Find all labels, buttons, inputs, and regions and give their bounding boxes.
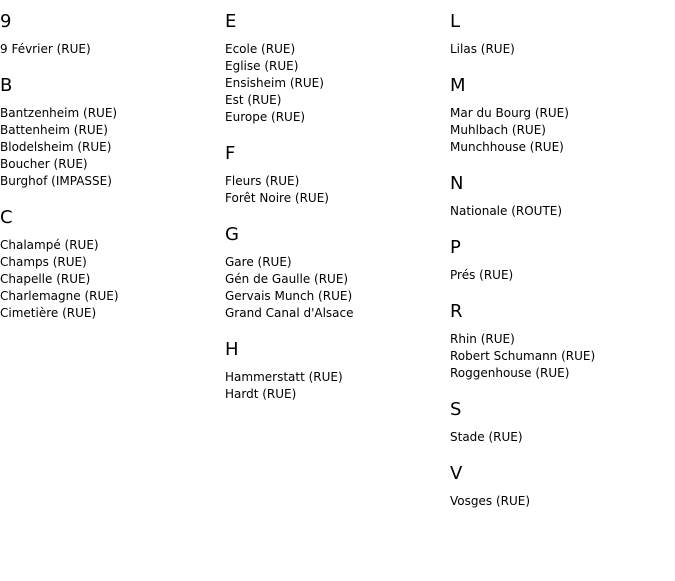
street-item: Gare (RUE) [225,255,292,269]
letter-heading: C [0,207,13,228]
letter-heading: P [450,237,461,258]
street-item: Burghof (IMPASSE) [0,174,112,188]
letter-heading: B [0,75,13,96]
street-item: 9 Février (RUE) [0,42,91,56]
letter-group [450,173,670,220]
street-index-column-2 [225,0,445,403]
street-item: Gervais Munch (RUE) [225,289,353,303]
street-item: Munchhouse (RUE) [450,140,564,154]
street-item: Cimetière (RUE) [0,306,97,320]
street-item: Prés (RUE) [450,268,514,282]
street-list [450,331,670,382]
street-item: Gén de Gaulle (RUE) [225,272,349,286]
street-item: Muhlbach (RUE) [450,123,546,137]
letter-group [0,11,220,58]
street-list [450,203,670,220]
letter-group [450,237,670,284]
street-item: Stade (RUE) [450,430,523,444]
street-index-column-3 [450,0,670,510]
street-item: Vosges (RUE) [450,494,531,508]
street-item: Chalampé (RUE) [0,238,99,252]
street-list [0,105,220,190]
street-item: Boucher (RUE) [0,157,88,171]
letter-heading: 9 [0,11,12,32]
street-item: Chapelle (RUE) [0,272,91,286]
letter-heading: N [450,173,464,194]
street-list [450,41,670,58]
street-list [225,173,445,207]
street-item: Forêt Noire (RUE) [225,191,329,205]
letter-group [225,143,445,207]
letter-group [450,463,670,510]
letter-group [0,75,220,190]
street-item: Lilas (RUE) [450,42,515,56]
letter-heading: R [450,301,463,322]
letter-heading: E [225,11,237,32]
letter-group [450,75,670,156]
street-item: Ecole (RUE) [225,42,296,56]
street-item: Robert Schumann (RUE) [450,349,596,363]
letter-heading: M [450,75,466,96]
street-list [450,267,670,284]
street-item: Fleurs (RUE) [225,174,300,188]
letter-group [225,339,445,403]
street-item: Europe (RUE) [225,110,306,124]
street-item: Rhin (RUE) [450,332,515,346]
street-list [0,41,220,58]
letter-heading: H [225,339,239,360]
letter-group [0,207,220,322]
street-list [225,41,445,126]
street-list [0,237,220,322]
letter-group [450,399,670,446]
street-item: Blodelsheim (RUE) [0,140,112,154]
street-list [225,254,445,322]
street-item: Ensisheim (RUE) [225,76,324,90]
street-item: Nationale (ROUTE) [450,204,563,218]
street-item: Grand Canal d'Alsace [225,306,354,320]
street-item: Champs (RUE) [0,255,87,269]
street-list [450,429,670,446]
letter-heading: F [225,143,236,164]
letter-group [450,301,670,382]
street-list [450,493,670,510]
street-item: Bantzenheim (RUE) [0,106,118,120]
street-item: Battenheim (RUE) [0,123,108,137]
letter-heading: S [450,399,462,420]
letter-group [225,11,445,126]
street-list [450,105,670,156]
letter-group [450,11,670,58]
street-index-column-1 [0,0,220,322]
street-item: Eglise (RUE) [225,59,299,73]
street-item: Hardt (RUE) [225,387,297,401]
street-item: Est (RUE) [225,93,282,107]
street-item: Hammerstatt (RUE) [225,370,343,384]
street-item: Charlemagne (RUE) [0,289,119,303]
letter-heading: V [450,463,463,484]
street-item: Roggenhouse (RUE) [450,366,570,380]
street-list [225,369,445,403]
letter-heading: L [450,11,461,32]
letter-group [225,224,445,322]
letter-heading: G [225,224,239,245]
street-item: Mar du Bourg (RUE) [450,106,569,120]
